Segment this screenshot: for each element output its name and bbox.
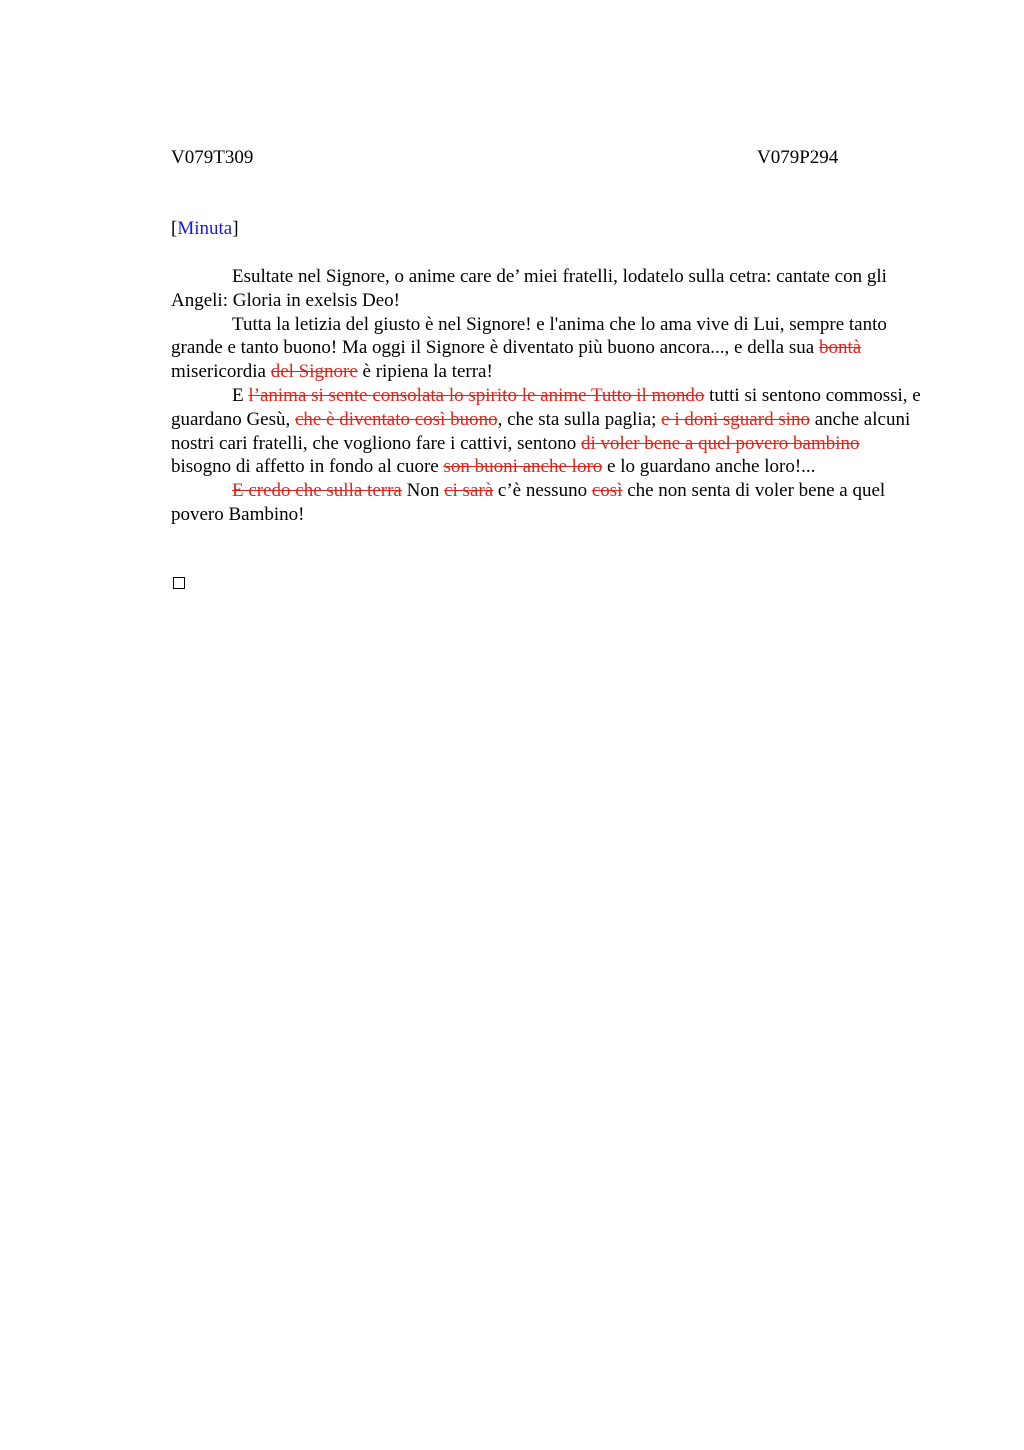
deleted-text: del Signore — [270, 361, 358, 383]
paragraph — [171, 313, 923, 384]
header-right-code: V079P294 — [757, 147, 839, 168]
text-segment: Esultate nel Signore, o anime care de’ miei fratelli, lodatelo sulla cetra: cantate con gli Angeli: Gloria in exelsis Deo! — [171, 266, 887, 311]
text-segment: E — [232, 384, 249, 406]
deleted-text: l’anima si sente consolata lo spirito le anime Tutto il mondo — [248, 384, 705, 406]
deleted-text: e i doni sguard sino — [661, 408, 810, 430]
paragraph — [171, 265, 923, 313]
document-label — [171, 217, 239, 241]
deleted-text: son buoni anche loro — [443, 456, 603, 478]
text-segment: misericordia — [171, 361, 271, 383]
deleted-text: ci sarà — [444, 480, 494, 502]
paragraph — [171, 384, 923, 479]
text-segment: Non — [401, 480, 445, 502]
document-body — [171, 265, 923, 527]
text-segment: e lo guardano anche loro!... — [602, 456, 816, 478]
text-segment: tutti si sentono commossi, e guardano Gesù, — [171, 384, 921, 430]
deleted-text: così — [591, 480, 623, 502]
deleted-text: di voler bene a quel povero bambino — [580, 432, 860, 454]
label-close-bracket: ] — [232, 218, 239, 239]
text-segment: c’è nessuno — [493, 480, 592, 502]
text-segment: è ripiena la terra! — [357, 361, 493, 383]
deleted-text: bontà — [818, 337, 862, 359]
label-word: Minuta — [177, 218, 233, 239]
text-segment: , che sta sulla paglia; — [497, 408, 662, 430]
header-left-code: V079T309 — [171, 147, 254, 168]
empty-square-icon — [173, 577, 185, 589]
label-open-bracket: [ — [171, 218, 178, 239]
deleted-text: che è diventato così buono — [295, 408, 498, 430]
text-segment: anche alcuni nostri cari fratelli, che vogliono fare i cattivi, sentono — [171, 408, 911, 454]
text-segment: bisogno di affetto in fondo al cuore — [171, 456, 444, 478]
text-segment: che non senta di voler bene a quel povero Bambino! — [171, 480, 886, 525]
paragraph — [171, 479, 923, 527]
text-segment: Tutta la letizia del giusto è nel Signore! e l'anima che lo ama vive di Lui, sempre tanto grande e tanto buono! Ma oggi il Signore è diventato più buono ancora..., e della sua — [171, 313, 887, 359]
deleted-text: E credo che sulla terra — [232, 480, 402, 502]
